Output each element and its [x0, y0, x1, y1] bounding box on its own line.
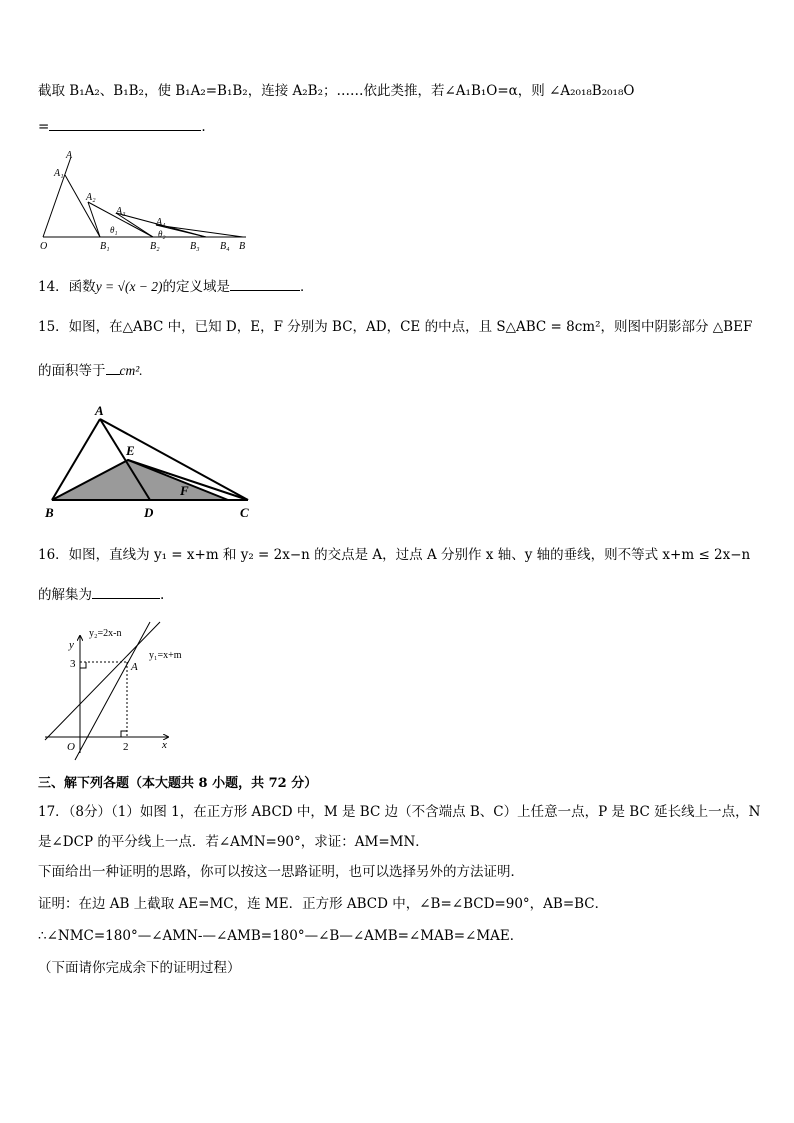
q13-label-A1: A₁	[54, 168, 64, 179]
q13-answer-line	[38, 116, 206, 136]
q14-answer-blank	[230, 276, 300, 291]
q15-label-C: C	[240, 505, 249, 520]
q15-shaded-triangle-BEF	[52, 460, 228, 500]
q17-line4: 证明：在边 AB 上截取 AE=MC，连 ME．正方形 ABCD 中，∠B=∠BCD=90°，AB=BC．	[38, 896, 609, 912]
q16-line-y2	[75, 622, 150, 760]
q17-line3: 下面给出一种证明的思路，你可以按这一思路证明，也可以选择另外的方法证明．	[38, 864, 524, 880]
q16-tick-3: 3	[70, 658, 76, 670]
q16-figure	[40, 620, 180, 760]
q16-prefix: 的解集为	[38, 587, 92, 603]
q15-text-line1: 15．如图，在△ABC 中，已知 D，E，F 分别为 BC，AD，CE 的中点，且 S△ABC = 8cm²，则图中阴影部分 △BEF	[38, 319, 753, 335]
q13-text-line1: 截取 B₁A₂、B₁B₂，使 B₁A₂=B₁B₂，连接 A₂B₂；……依此类推，若∠A₁B₁O=α，则 ∠A₂₀₁₈B₂₀₁₈O	[38, 83, 635, 99]
q14-formula: y = √(x − 2)	[95, 279, 163, 294]
q16-answer-line	[38, 584, 164, 604]
q17-line5: ∴∠NMC=180°—∠AMN-—∠AMB=180°—∠B—∠AMB=∠MAB=∠MAE．	[38, 928, 524, 944]
q13-period: .	[201, 119, 206, 135]
q16-label-x: x	[162, 739, 167, 751]
q13-eq-sign: =	[38, 119, 50, 135]
q15-label-B: B	[45, 505, 54, 520]
q13-label-theta2: θ₂	[158, 229, 166, 239]
q13-label-B4: B₄	[220, 241, 230, 252]
q16-line-y1	[45, 622, 160, 740]
q15-answer-line	[38, 360, 143, 380]
q16-right-angle-x	[121, 731, 127, 737]
q16-right-angle-y	[80, 662, 86, 668]
q16-text-line1: 16．如图，直线为 y₁ = x+m 和 y₂ = 2x−n 的交点是 A，过点 A 分别作 x 轴、y 轴的垂线，则不等式 x+m ≤ 2x−n	[38, 547, 751, 563]
q16-label-y: y	[69, 639, 74, 651]
q15-prefix: 的面积等于	[38, 363, 106, 379]
q14-suffix: ．	[300, 279, 314, 295]
q16-answer-blank	[92, 584, 160, 599]
q13-label-B1: B₁	[100, 241, 110, 252]
q14-line	[38, 276, 314, 296]
q15-figure	[40, 402, 270, 522]
q13-label-B2: B₂	[150, 241, 160, 252]
q17-line1: 17．（8分）（1）如图 1，在正方形 ABCD 中，M 是 BC 边（不含端点 B、C）上任意一点，P 是 BC 延长线上一点，N	[38, 804, 761, 820]
q16-label-y1: y₁=x+m	[149, 650, 182, 661]
q13-label-O: O	[40, 241, 48, 252]
q13-label-A: A	[66, 150, 73, 161]
q15-answer-blank	[106, 360, 120, 375]
q16-label-O: O	[67, 741, 75, 753]
q15-label-F: F	[180, 483, 189, 498]
q16-suffix: .	[160, 587, 165, 603]
q13-answer-blank	[49, 116, 201, 131]
q15-unit: cm².	[119, 363, 143, 378]
q13-label-A2: A₂	[86, 192, 96, 203]
q13-label-B3: B₃	[190, 241, 200, 252]
q16-label-A: A	[131, 661, 138, 673]
q13-label-A4: A₄	[156, 217, 166, 228]
q13-label-B: B	[239, 241, 246, 252]
q13-figure	[38, 145, 258, 255]
q17-line2: 是∠DCP 的平分线上一点．若∠AMN=90°，求证：AM=MN．	[38, 834, 429, 850]
q13-label-theta1: θ₁	[110, 225, 118, 235]
section3-heading: 三、解下列各题（本大题共 8 小题，共 72 分）	[38, 776, 318, 791]
q14-text-before: 14．函数	[38, 279, 96, 295]
q15-label-E: E	[126, 443, 135, 458]
q17-line6: （下面请你完成余下的证明过程）	[38, 960, 241, 976]
q15-label-D: D	[144, 505, 154, 520]
q15-label-A: A	[95, 403, 104, 418]
q16-tick-2: 2	[123, 741, 129, 753]
q13-label-A3: A₃	[116, 206, 126, 217]
q16-label-y2: y₂=2x-n	[89, 628, 122, 639]
q14-text-after: 的定义域是	[162, 279, 231, 295]
